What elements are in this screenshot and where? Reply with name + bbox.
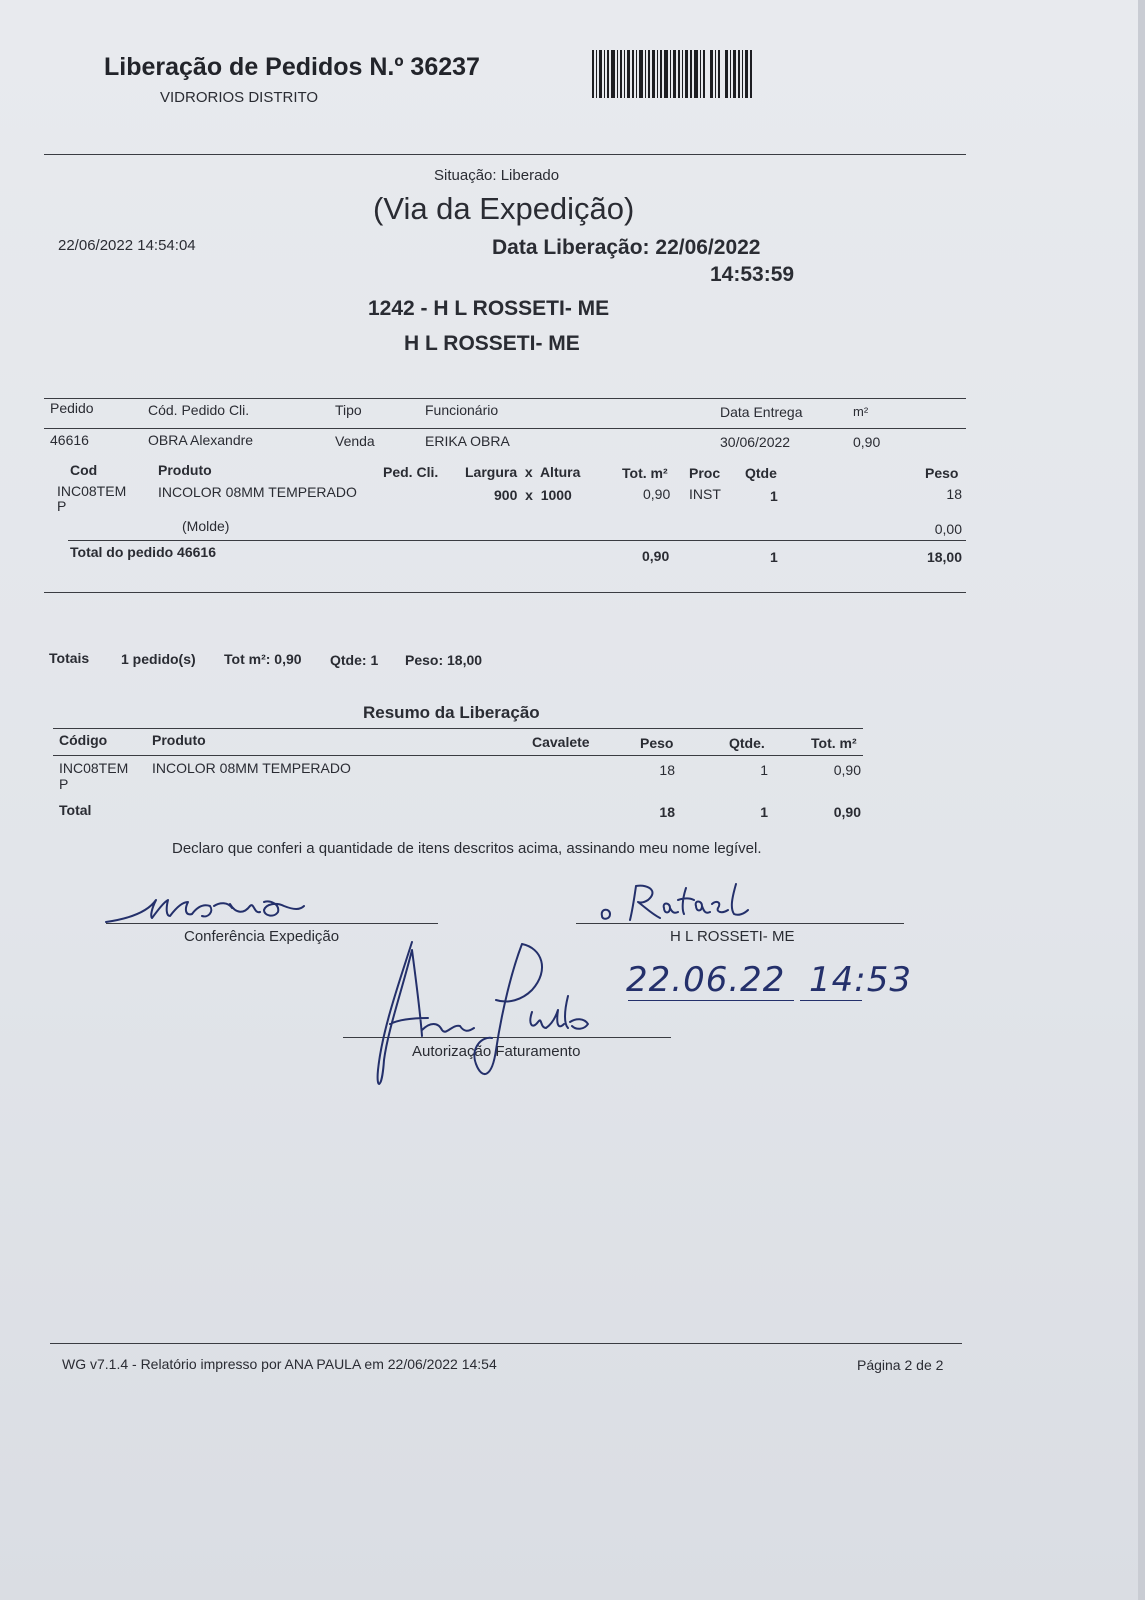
summary-codigo-cont: P	[59, 776, 69, 792]
summary-produto: INCOLOR 08MM TEMPERADO	[152, 760, 351, 776]
order-total-qtde: 1	[770, 549, 778, 565]
col-ped-cli: Ped. Cli.	[383, 464, 439, 480]
item-cod-cont: P	[57, 498, 67, 514]
handwritten-date-underline	[628, 1000, 794, 1001]
item-peso: 18	[946, 486, 962, 502]
handwritten-time-underline	[800, 1000, 862, 1001]
row-cod-cli: OBRA Alexandre	[148, 432, 254, 448]
summary-total-label: Total	[59, 802, 92, 818]
table-bottom-rule	[44, 592, 966, 593]
copy-type: (Via da Expedição)	[373, 191, 635, 226]
col-pedido: Pedido	[50, 400, 94, 416]
col-data-entrega: Data Entrega	[720, 404, 803, 420]
col-proc: Proc	[689, 465, 721, 481]
release-date: Data Liberação: 22/06/2022	[492, 236, 761, 259]
row-funcionario: ERIKA OBRA	[425, 433, 510, 449]
col-cod: Cod	[70, 462, 98, 478]
col-largura-altura: Largura x Altura	[465, 464, 581, 480]
item-dims: 900 x 1000	[494, 487, 572, 503]
table-header-rule	[44, 428, 966, 429]
summary-header-rule	[53, 755, 863, 756]
totals-qtde: Qtde: 1	[330, 652, 379, 668]
item-total-rule	[68, 540, 966, 541]
col-produto: Produto	[158, 462, 212, 478]
declaration-text: Declaro que conferi a quantidade de itens descritos acima, assinando meu nome legível.	[172, 840, 762, 857]
totals-peso: Peso: 18,00	[405, 652, 483, 668]
footer-rule	[50, 1343, 962, 1344]
col-tot-m2: Tot. m²	[622, 465, 668, 481]
col-qtde: Qtde	[745, 465, 777, 481]
handwritten-signature-conferencia	[104, 888, 324, 928]
item-qtde: 1	[770, 488, 778, 504]
col-cod-cli: Cód. Pedido Cli.	[148, 402, 250, 418]
row-data-entrega: 30/06/2022	[720, 434, 791, 450]
signature-label-autorizacao: Autorização Faturamento	[412, 1043, 581, 1060]
barcode	[592, 50, 756, 98]
summary-title: Resumo da Liberação	[363, 703, 540, 722]
release-time: 14:53:59	[710, 263, 795, 286]
summary-col-codigo: Código	[59, 732, 108, 748]
status-label: Situação: Liberado	[434, 167, 560, 184]
summary-col-tot-m2: Tot. m²	[811, 735, 857, 751]
col-tipo: Tipo	[335, 402, 362, 418]
summary-col-produto: Produto	[152, 732, 206, 748]
summary-col-peso: Peso	[640, 735, 674, 751]
row-m2: 0,90	[853, 434, 881, 450]
summary-peso: 18	[659, 762, 675, 778]
summary-codigo: INC08TEM	[59, 760, 129, 776]
order-total-peso: 18,00	[926, 549, 962, 565]
divider	[44, 154, 966, 155]
molde-label: (Molde)	[182, 518, 230, 534]
footer-page-number: Página 2 de 2	[857, 1357, 944, 1373]
summary-total-qtde: 1	[760, 804, 768, 820]
summary-tot-m2: 0,90	[833, 762, 861, 778]
molde-peso: 0,00	[934, 521, 962, 537]
totals-label: Totais	[49, 650, 90, 666]
row-pedido: 46616	[50, 432, 89, 448]
col-peso: Peso	[925, 465, 959, 481]
table-top-rule	[44, 398, 966, 399]
company-name: VIDRORIOS DISTRITO	[160, 89, 319, 106]
summary-col-cavalete: Cavalete	[532, 734, 590, 750]
signature-label-conferencia: Conferência Expedição	[184, 928, 340, 945]
signature-label-cliente: H L ROSSETI- ME	[670, 928, 795, 945]
summary-total-peso: 18	[659, 804, 675, 820]
footer-print-info: WG v7.1.4 - Relatório impresso por ANA PAULA em 22/06/2022 14:54	[62, 1356, 497, 1372]
client-code-name: 1242 - H L ROSSETI- ME	[368, 297, 610, 320]
item-proc: INST	[689, 486, 721, 502]
client-name: H L ROSSETI- ME	[404, 332, 580, 355]
handwritten-date: 22.06.22 14:53	[626, 960, 913, 1000]
row-tipo: Venda	[335, 433, 375, 449]
totals-m2: Tot m²: 0,90	[224, 651, 302, 667]
item-tot-m2: 0,90	[643, 486, 671, 502]
totals-pedidos: 1 pedido(s)	[121, 651, 196, 667]
item-produto: INCOLOR 08MM TEMPERADO	[158, 484, 357, 500]
item-cod: INC08TEM	[57, 483, 127, 499]
summary-top-rule	[53, 728, 863, 729]
print-datetime: 22/06/2022 14:54:04	[58, 237, 196, 254]
col-funcionario: Funcionário	[425, 402, 499, 418]
col-m2: m²	[853, 404, 869, 419]
summary-col-qtde: Qtde.	[729, 735, 765, 751]
order-total-label: Total do pedido 46616	[70, 544, 216, 560]
summary-qtde: 1	[760, 762, 768, 778]
summary-total-m2: 0,90	[833, 804, 861, 820]
order-total-m2: 0,90	[642, 548, 670, 564]
document-title: Liberação de Pedidos N.º 36237	[104, 53, 480, 81]
